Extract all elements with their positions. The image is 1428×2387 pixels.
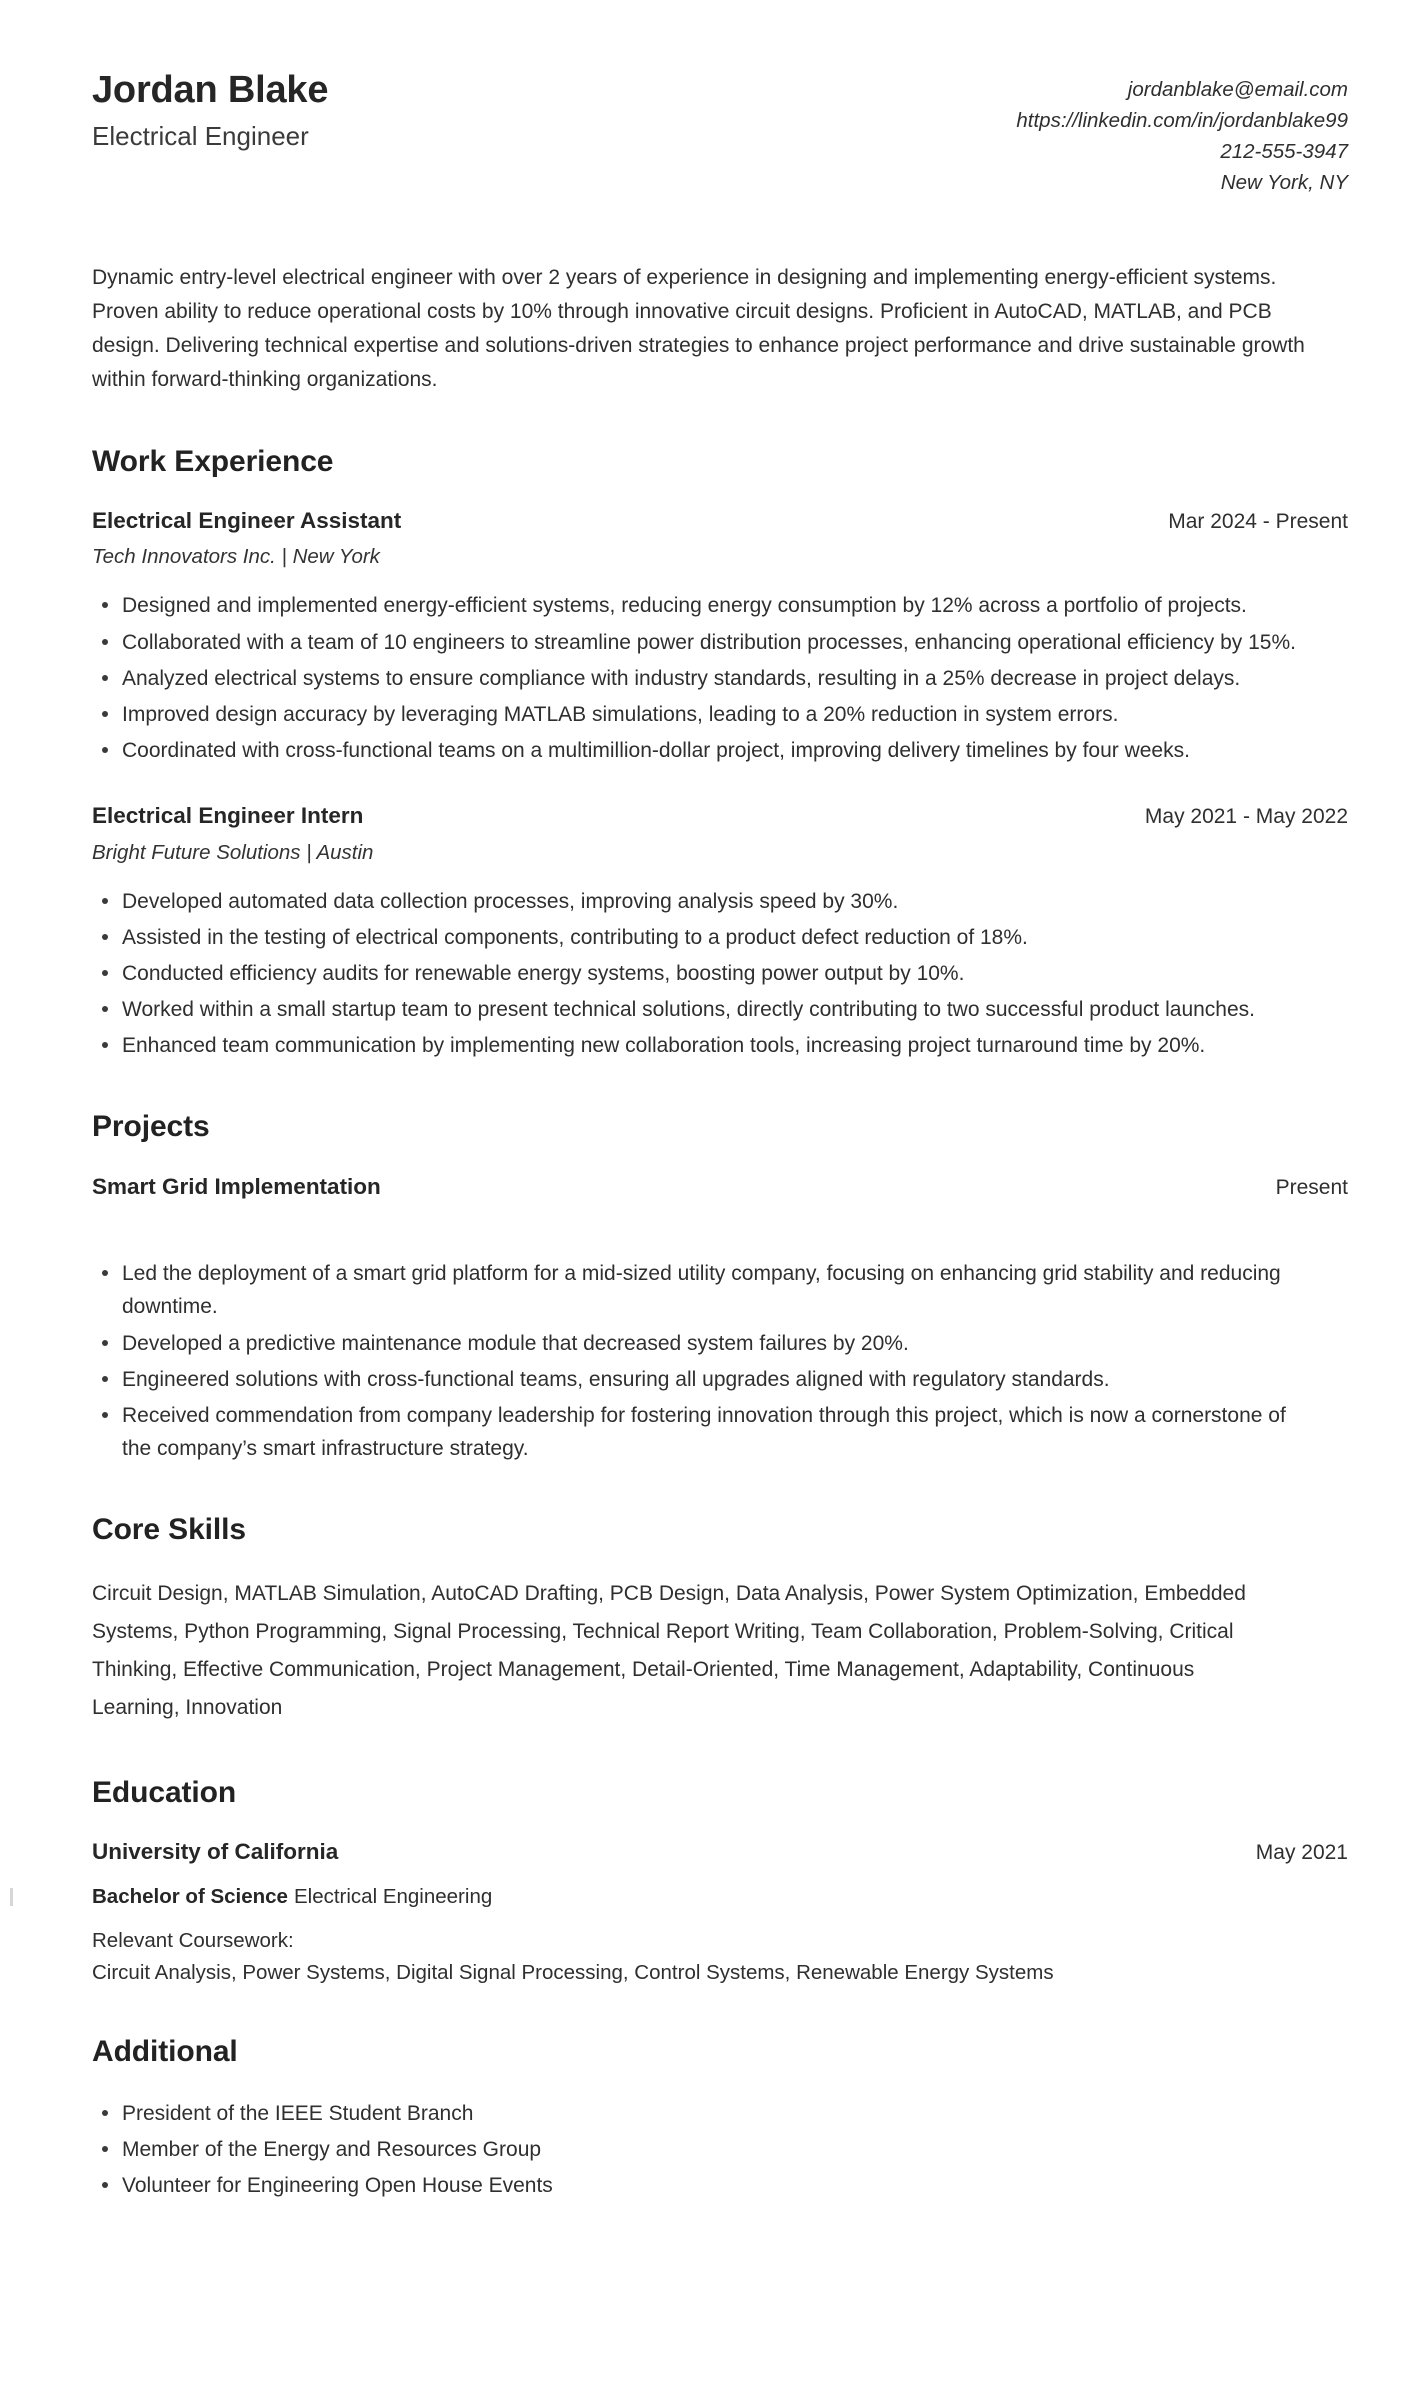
work-entry-bullets bbox=[92, 885, 1348, 1063]
list-item: Coordinated with cross-functional teams on a multimillion-dollar project, improving delivery timelines by four weeks. bbox=[92, 734, 1312, 767]
resume-header bbox=[92, 66, 1348, 199]
education-entry bbox=[92, 1837, 1348, 1987]
section-title-projects: Projects bbox=[92, 1110, 210, 1144]
job-title: Electrical Engineer bbox=[92, 120, 309, 151]
list-item: Assisted in the testing of electrical components, contributing to a product defect reduction of 18%. bbox=[92, 921, 1312, 954]
additional-bullets bbox=[92, 2097, 1348, 2203]
list-item: Engineered solutions with cross-functional teams, ensuring all upgrades aligned with regulatory standards. bbox=[92, 1363, 1312, 1396]
work-entry bbox=[92, 506, 1348, 767]
contact-linkedin[interactable]: https://linkedin.com/in/jordanblake99 bbox=[1016, 109, 1348, 133]
contact-location: New York, NY bbox=[1220, 171, 1348, 195]
section-projects bbox=[92, 1108, 1348, 1465]
work-entry-date: Mar 2024 - Present bbox=[1168, 510, 1348, 534]
list-item: Conducted efficiency audits for renewable energy systems, boosting power output by 10%. bbox=[92, 957, 1312, 990]
work-entry-title: Electrical Engineer Assistant bbox=[92, 508, 402, 534]
list-item: Developed automated data collection processes, improving analysis speed by 30%. bbox=[92, 885, 1312, 918]
list-item: Collaborated with a team of 10 engineers to streamline power distribution processes, enhancing operational efficiency by 15%. bbox=[92, 626, 1312, 659]
list-item: Volunteer for Engineering Open House Events bbox=[92, 2169, 1312, 2202]
page-edge-marker bbox=[10, 1888, 13, 1906]
project-entry-subtitle bbox=[92, 1209, 1348, 1239]
project-entry-head bbox=[92, 1172, 1348, 1201]
education-date: May 2021 bbox=[1255, 1841, 1348, 1865]
section-title-core-skills: Core Skills bbox=[92, 1513, 246, 1547]
work-entry bbox=[92, 801, 1348, 1062]
skills-list: Circuit Design, MATLAB Simulation, AutoCAD Drafting, PCB Design, Data Analysis, Power System Optimization, Embedded Systems, Python Programming, Signal Processing, Technical Report Writing, Team Collaboration, Problem-Solving, Critical Thinking, Effective Communication, Project Management, Detail-Oriented, Time Management, Adaptability, Continuous Learning, Innovation bbox=[92, 1581, 1246, 1720]
education-degree-line bbox=[92, 1882, 1348, 1912]
education-coursework-list: Circuit Analysis, Power Systems, Digital Signal Processing, Control Systems, Renewable Energy Systems bbox=[92, 1960, 1054, 1984]
professional-summary: Dynamic entry-level electrical engineer with over 2 years of experience in designing and implementing energy-efficient systems. Proven ability to reduce operational costs by 10% through innovative circuit designs. Proficient in AutoCAD, MATLAB, and PCB design. Delivering technical expertise and solutions-driven strategies to enhance project performance and drive sustainable growth within forward-thinking organizations. bbox=[92, 265, 1305, 391]
project-entry-date: Present bbox=[1275, 1175, 1348, 1199]
list-item: Led the deployment of a smart grid platform for a mid-sized utility company, focusing on enhancing grid stability and reducing downtime. bbox=[92, 1257, 1312, 1323]
work-entry-date: May 2021 - May 2022 bbox=[1144, 805, 1348, 829]
education-school: University of California bbox=[92, 1839, 339, 1865]
list-item: Worked within a small startup team to present technical solutions, directly contributing to two successful product launches. bbox=[92, 993, 1312, 1026]
list-item: Analyzed electrical systems to ensure compliance with industry standards, resulting in a 25% decrease in project delays. bbox=[92, 662, 1312, 695]
contact-block bbox=[1016, 66, 1348, 199]
list-item: Designed and implemented energy-efficient systems, reducing energy consumption by 12% across a portfolio of projects. bbox=[92, 589, 1312, 622]
contact-phone[interactable]: 212-555-3947 bbox=[1220, 140, 1348, 164]
work-entry-head bbox=[92, 506, 1348, 535]
work-entry-subtitle: Bright Future Solutions | Austin bbox=[92, 840, 374, 864]
project-entry-bullets bbox=[92, 1257, 1348, 1465]
section-title-work-experience: Work Experience bbox=[92, 444, 334, 478]
project-entry bbox=[92, 1172, 1348, 1465]
list-item: President of the IEEE Student Branch bbox=[92, 2097, 1312, 2130]
section-education bbox=[92, 1774, 1348, 1988]
work-entry-title: Electrical Engineer Intern bbox=[92, 803, 364, 829]
list-item: Member of the Energy and Resources Group bbox=[92, 2133, 1312, 2166]
work-entry-bullets bbox=[92, 589, 1348, 767]
education-degree: Bachelor of Science bbox=[92, 1885, 288, 1909]
work-entry-head bbox=[92, 801, 1348, 830]
work-entry-subtitle: Tech Innovators Inc. | New York bbox=[92, 545, 380, 569]
education-field: Electrical Engineering bbox=[293, 1885, 493, 1909]
section-work-experience bbox=[92, 443, 1348, 1063]
section-title-education: Education bbox=[92, 1775, 237, 1809]
header-identity bbox=[92, 66, 328, 154]
list-item: Improved design accuracy by leveraging MATLAB simulations, leading to a 20% reduction in system errors. bbox=[92, 698, 1312, 731]
education-entry-head bbox=[92, 1837, 1348, 1866]
project-entry-title: Smart Grid Implementation bbox=[92, 1173, 381, 1199]
full-name: Jordan Blake bbox=[92, 69, 329, 111]
section-core-skills bbox=[92, 1511, 1348, 1727]
list-item: Received commendation from company leadership for fostering innovation through this project, which is now a cornerstone of the company’s smart infrastructure strategy. bbox=[92, 1399, 1312, 1465]
list-item: Developed a predictive maintenance module that decreased system failures by 20%. bbox=[92, 1327, 1312, 1360]
education-coursework-label: Relevant Coursework: bbox=[92, 1929, 294, 1953]
section-additional bbox=[92, 2033, 1348, 2202]
contact-email[interactable]: jordanblake@email.com bbox=[1127, 78, 1348, 101]
list-item: Enhanced team communication by implementing new collaboration tools, increasing project turnaround time by 20%. bbox=[92, 1029, 1312, 1062]
section-title-additional: Additional bbox=[92, 2035, 238, 2069]
